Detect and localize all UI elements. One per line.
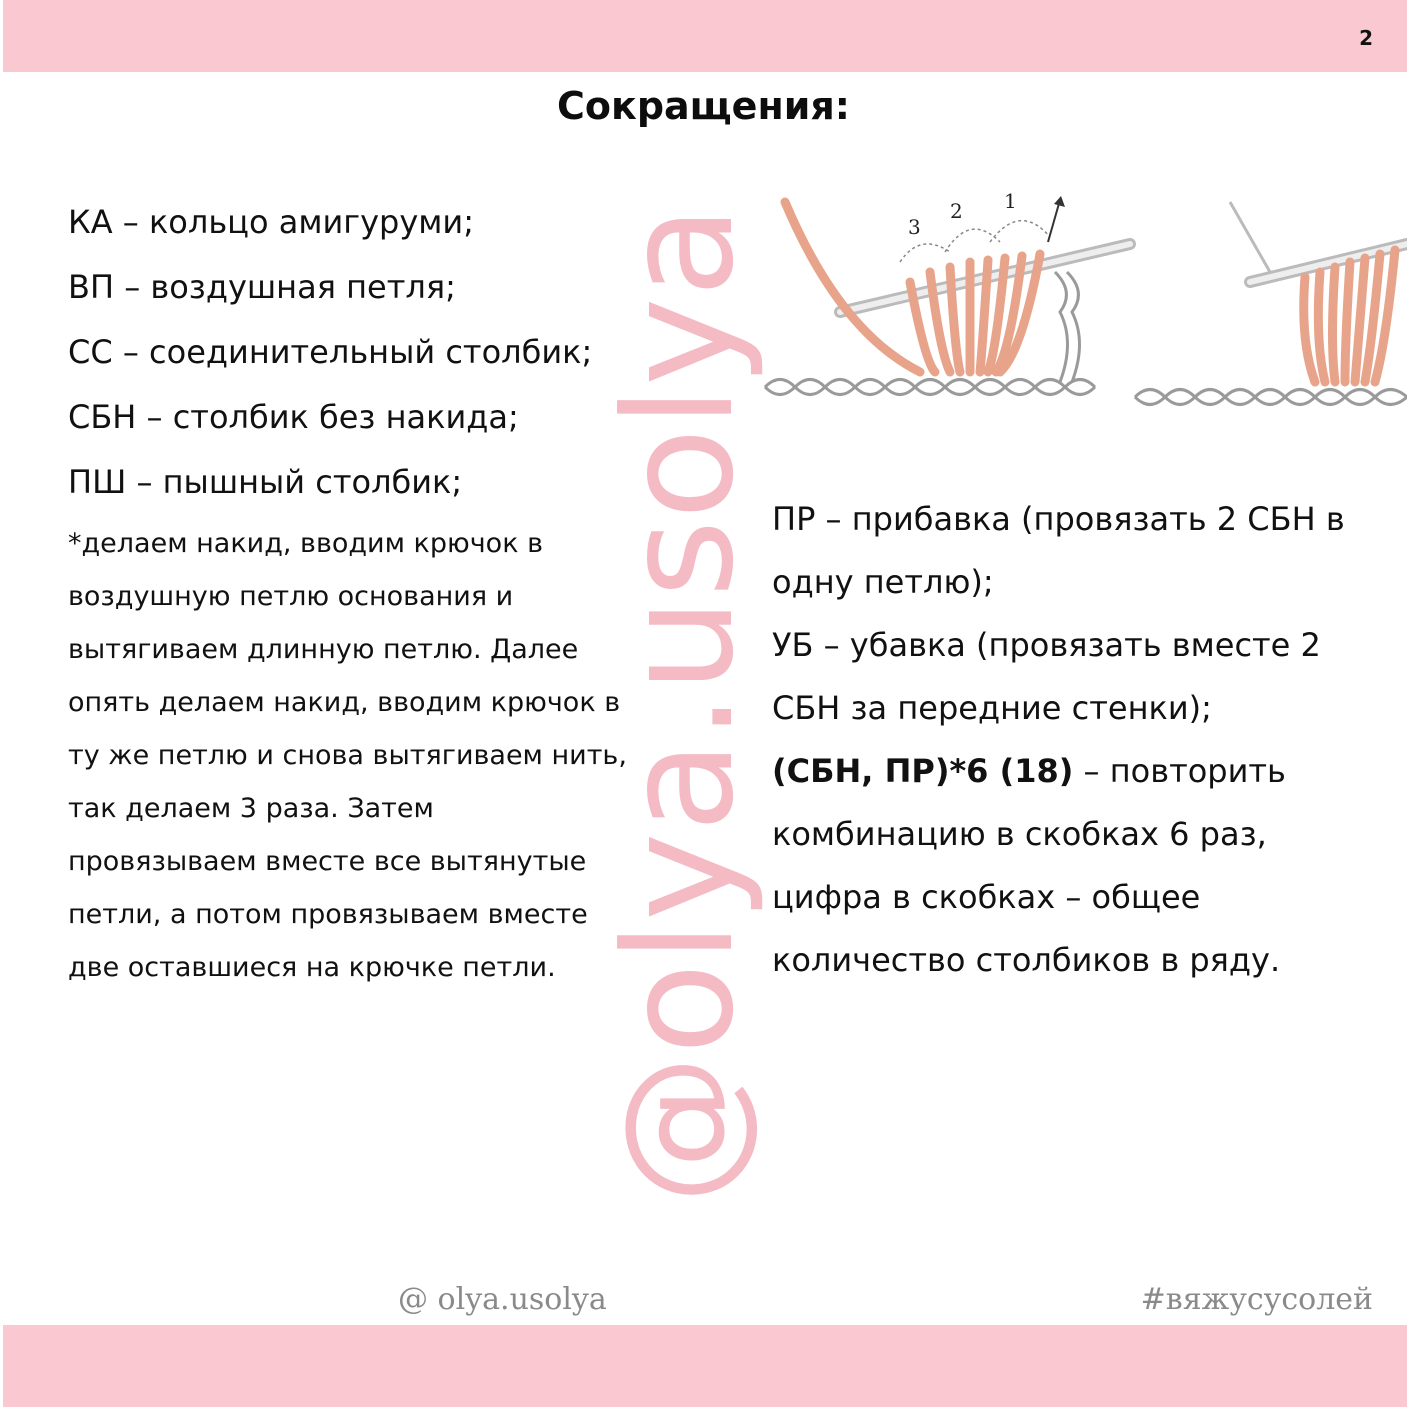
term-desc: – пышный столбик;	[126, 463, 463, 501]
term-pr	[772, 488, 1392, 551]
note-line: две оставшиеся на крючке петли.	[68, 952, 556, 983]
term-repeat	[772, 740, 1392, 803]
term-vp	[68, 255, 668, 320]
term-desc: – повторить	[1073, 752, 1286, 790]
puff-stitch-note	[68, 517, 668, 994]
loop-arcs	[900, 221, 1050, 262]
note-line: вытягиваем длинную петлю. Далее	[68, 634, 579, 665]
term-abbr: УБ	[772, 626, 814, 664]
term-ub-cont: СБН за передние стенки);	[772, 689, 1212, 727]
term-ub	[772, 614, 1392, 677]
label-1: 1	[1004, 189, 1017, 213]
term-desc: – воздушная петля;	[114, 268, 456, 306]
arrow-icon	[1048, 200, 1060, 242]
term-abbr: КА	[68, 203, 113, 241]
watermark: @olya.usolya	[593, 205, 767, 1205]
term-desc: – кольцо амигуруми;	[112, 203, 474, 241]
term-desc: – соединительный столбик;	[112, 333, 593, 371]
term-pr-cont: одну петлю);	[772, 563, 994, 601]
abbreviations-right	[772, 488, 1392, 992]
term-desc: – столбик без накида;	[136, 398, 519, 436]
note-line: воздушную петлю основания и	[68, 581, 514, 612]
footer-handle: @ olya.usolya	[398, 1282, 607, 1317]
term-abbr: ПР	[772, 500, 816, 538]
note-line: так делаем 3 раза. Затем	[68, 793, 434, 824]
note-line: *делаем накид, вводим крючок в	[68, 528, 543, 559]
note-line: провязываем вместе все вытянутые	[68, 846, 587, 877]
term-abbr: ПШ	[68, 463, 127, 501]
term-desc: – убавка (провязать вместе 2	[813, 626, 1321, 664]
term-desc: – прибавка (провязать 2 СБН в	[815, 500, 1345, 538]
term-repeat-cont: цифра в скобках – общее	[772, 878, 1201, 916]
chain-base-right	[1135, 390, 1407, 405]
page-title: Сокращения:	[557, 84, 850, 128]
term-ss	[68, 320, 668, 385]
term-psh	[68, 450, 668, 515]
header-band	[3, 0, 1407, 72]
repeat-formula: (СБН, ПР)*6 (18)	[772, 752, 1074, 790]
term-abbr: СС	[68, 333, 113, 371]
arrowhead-icon	[1054, 196, 1065, 207]
footer-hashtag: #вяжусуcолей	[1140, 1282, 1373, 1317]
note-line: опять делаем накид, вводим крючок в	[68, 687, 621, 718]
label-3: 3	[908, 215, 921, 239]
page-number: 2	[1359, 26, 1373, 50]
term-repeat-cont: количество столбиков в ряду.	[772, 941, 1281, 979]
term-ka	[68, 190, 668, 255]
puff-loops-right	[1304, 250, 1395, 382]
term-abbr: СБН	[68, 398, 137, 436]
abbreviations-left	[68, 190, 668, 994]
footer-band	[3, 1325, 1407, 1407]
term-sbn	[68, 385, 668, 450]
term-repeat-cont: комбинацию в скобках 6 раз,	[772, 815, 1267, 853]
note-line: петли, а потом провязываем вместе	[68, 899, 588, 930]
label-2: 2	[950, 199, 963, 223]
puff-stitch-illustration	[760, 182, 1407, 432]
note-line: ту же петлю и снова вытягиваем нить,	[68, 740, 627, 771]
term-abbr: ВП	[68, 268, 115, 306]
